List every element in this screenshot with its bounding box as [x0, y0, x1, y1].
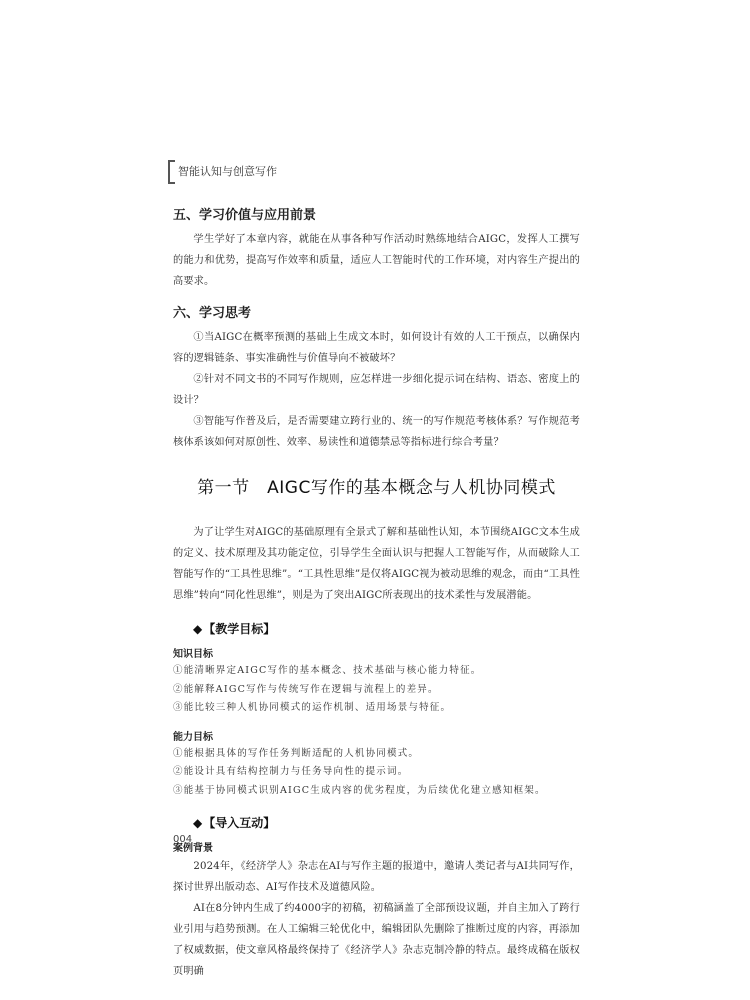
question-3: ③智能写作普及后，是否需要建立跨行业的、统一的写作规范考核体系？写作规范考核体系该如何对原创性、效率、易读性和道德禁忌等指标进行综合考量？ [173, 416, 580, 448]
knowledge-goal-1: ①能清晰界定AIGC写作的基本概念、技术基础与核心能力特征。 [173, 665, 482, 676]
diamond-bullet-icon: ◆ [193, 816, 203, 830]
case-background-title: 案例背景 [173, 843, 213, 854]
section-5-paragraph: 学生学好了本章内容，就能在从事各种写作活动时熟练地结合AIGC，发挥人工撰写的能力和优势，提高写作效率和质量，适应人工智能时代的工作环境，对内容生产提出的高要求。 [173, 234, 580, 287]
question-1: ①当AIGC在概率预测的基础上生成文本时，如何设计有效的人工干预点，以确保内容的逻辑链条、事实准确性与价值导向不被破坏？ [173, 332, 580, 364]
teaching-goals-heading [193, 620, 580, 637]
knowledge-goal-2: ②能解释AIGC写作与传统写作在逻辑与流程上的差异。 [173, 683, 439, 695]
ability-goal-3: ③能基于协同模式识别AIGC生成内容的优劣程度，为后续优化建立感知框架。 [173, 784, 546, 796]
chapter-intro: 为了让学生对AIGC的基础原理有全景式了解和基础性认知，本节围绕AIGC文本生成的定义、技术原理及其功能定位，引导学生全面认识与把握人工智能写作，从而破除人工智能写作的“工具性思维”。“工具性思维”是仅将AIGC视为被动思维的观念，而由“工具性思维”转向“同化性思维”，则是为了突出AIGC所表现出的技术柔性与发展潜能。 [173, 527, 581, 601]
knowledge-goal-3: ③能比较三种人机协同模式的运作机制、适用场景与特征。 [173, 702, 452, 713]
intro-interaction-label: 【导入互动】 [203, 816, 276, 830]
knowledge-goals-title: 知识目标 [173, 649, 213, 660]
ability-goal-2: ②能设计具有结构控制力与任务导向性的提示词。 [173, 766, 409, 777]
question-2: ②针对不同文书的不同写作规则，应怎样进一步细化提示词在结构、语态、密度上的设计？ [173, 374, 580, 406]
section-6-heading: 六、学习思考 [173, 306, 252, 321]
ability-goals-title: 能力目标 [173, 731, 213, 743]
ability-goal-1: ①能根据具体的写作任务判断适配的人机协同模式。 [173, 747, 420, 759]
case-paragraph-1: 2024年，《经济学人》杂志在AI与写作主题的报道中，邀请人类记者与AI共同写作，探讨世界出版动态、AI写作技术及道德风险。 [173, 861, 580, 893]
case-paragraph-2: AI在8分钟内生成了约4000字的初稿，初稿涵盖了全部预设议题，并自主加入了跨行业引用与趋势预测。在人工编辑三轮优化中，编辑团队先删除了推断过度的内容，再添加了权威数据，使文章风格最终保持了《经济学人》杂志克制冷静的特点。最终成稿在版权页明确 [173, 903, 580, 977]
teaching-goals-label: 【教学目标】 [203, 622, 276, 636]
diamond-bullet-icon: ◆ [193, 622, 203, 636]
page-number: 004 [173, 834, 193, 845]
running-header-title: 智能认知与创意写作 [178, 165, 277, 178]
page-body [173, 196, 580, 982]
chapter-title: 第一节 AIGC写作的基本概念与人机协同模式 [197, 478, 556, 498]
section-5-heading: 五、学习价值与应用前景 [173, 208, 317, 223]
intro-interaction-heading [193, 814, 580, 831]
running-header-bracket [168, 160, 175, 184]
